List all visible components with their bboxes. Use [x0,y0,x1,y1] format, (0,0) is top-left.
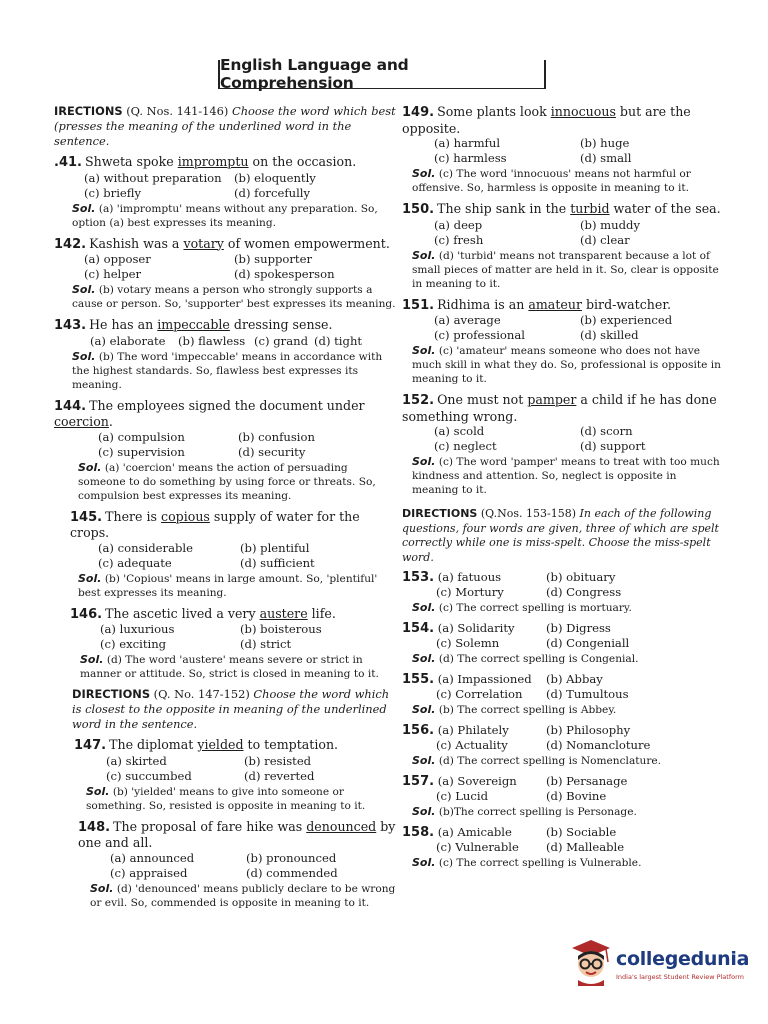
option-c: (c) Lucid [436,789,489,803]
option-c: (c) professional [434,328,525,342]
question-stem [402,392,724,424]
solution-label: Sol. [412,248,436,262]
option-a: (a) scold [434,424,485,438]
solution [402,856,724,870]
option-c: (c) Correlation [436,687,523,701]
underlined-word: austere [259,605,308,621]
option-b: (b) experienced [580,313,673,327]
left-column [54,104,396,916]
question-number: 157. [402,774,435,789]
option-a [402,570,546,585]
option-a-text: (a) fatuous [437,570,502,584]
question-stem [54,398,396,430]
solution-label: Sol. [412,754,436,767]
solution-text: (a) 'impromptu' means without any preparation. So, option (a) best expresses its meaning. [72,202,378,229]
question-155 [402,672,724,717]
solution [402,703,724,717]
solution [402,249,724,291]
option-a [402,825,546,840]
question-157 [402,774,724,819]
option-b: (b) eloquently [234,170,316,185]
option-b: (b) supporter [234,252,312,266]
solution [402,754,724,768]
spelling-options [402,723,724,753]
question-142 [54,236,396,312]
option-d: (d) strict [240,637,292,651]
solution-text: (b) The word 'impeccable' means in accordance with the highest standards. So, flawless best expresses its meaning. [72,350,383,391]
option-d: (d) Bovine [546,789,607,803]
option-a [402,672,546,687]
option-c: (c) supervision [98,444,185,459]
solution [402,167,724,195]
solution [402,805,724,819]
question-number: 156. [402,723,435,738]
options [402,313,724,343]
solution-text: (c) The word 'pamper' means to treat with too much kindness and attention. So, neglect is opposite in meaning to it. [412,456,720,496]
options [54,622,396,652]
solution-text: (d) The correct spelling is Congenial. [438,653,639,665]
options [402,218,724,248]
right-column [402,104,724,876]
question-number: .41. [54,155,82,170]
question-number: 142. [54,236,87,252]
option-d: (d) clear [580,232,630,247]
option-b: (b) boisterous [240,622,322,636]
stem-text: He has an [89,317,158,332]
option-c: (c) neglect [434,439,497,453]
option-d: (d) forcefully [234,185,311,200]
question-stem [54,606,396,623]
solution-label: Sol. [412,703,436,716]
options [402,136,724,166]
question-145 [54,509,396,600]
underlined-word: copious [161,508,210,524]
solution-label: Sol. [412,167,436,180]
stem-text: . [108,414,113,429]
solution-text: (b) 'Copious' means in large amount. So, 'plentiful' best expresses its meaning. [78,572,378,599]
stem-text: Ridhima is an [437,296,529,312]
collegedunia-logo [568,936,748,992]
option-a: (a) harmful [434,136,501,150]
option-a-text: (a) Amicable [437,825,512,839]
option-a: (a) skirted [106,753,167,768]
option-c: (c) exciting [100,637,167,651]
question-stem [54,317,396,334]
option-b: (b) resisted [244,753,312,768]
question-stem [54,509,396,541]
option-d: (d) security [238,444,306,459]
underlined-word: pamper [527,392,577,407]
question-146 [54,606,396,682]
solution-text: (d) The correct spelling is Nomenclature. [438,755,662,767]
option-c: (c) helper [84,267,142,281]
option-d: (d) tight [314,333,363,348]
option-b: (b) obituary [546,570,616,584]
directions-label: IRECTIONS [54,104,123,118]
question-number: 147. [74,738,107,753]
solution-label: Sol. [86,784,110,798]
question-stem [54,737,396,754]
option-a [402,774,546,789]
solution-label: Sol. [72,349,96,363]
underlined-word: turbid [570,201,610,216]
option-c: (c) Vulnerable [436,840,519,854]
question-147 [54,737,396,813]
options [54,171,396,201]
question-143 [54,317,396,392]
solution [402,652,724,666]
directions-ref: (Q. No. 147-152) [153,687,250,701]
stem-text: Some plants look [437,104,551,119]
solution-label: Sol. [72,201,96,215]
solution-text: (d) 'denounced' means publicly declare to be wrong or evil. So, commended is opposite in meaning to it. [90,882,396,909]
stem-text: water of the sea. [609,201,721,216]
stem-text: bird-watcher. [581,296,672,312]
directions-label: DIRECTIONS [72,687,151,701]
spelling-options [402,570,724,600]
directions-label: DIRECTIONS [402,507,478,520]
option-b: (b) plentiful [240,540,310,555]
underlined-word: impromptu [177,154,249,169]
spelling-options [402,621,724,651]
option-d: (d) support [580,439,646,453]
page-title: English Language and Comprehension [220,56,409,92]
solution [402,344,724,386]
stem-text: The diplomat [109,737,198,752]
solution-label: Sol. [412,601,436,614]
options [402,424,724,454]
stem-text: a child if he has done something wrong. [402,392,717,424]
solution-text: (d) 'turbid' means not transparent because a lot of small pieces of matter are held in it. So, clear is opposite in meaning to it. [412,249,719,290]
option-d: (d) reverted [244,768,315,783]
solution-label: Sol. [78,460,102,474]
question-stem [402,201,724,218]
option-a [402,723,546,738]
option-a [402,621,546,636]
option-a: (a) elaborate [90,333,166,348]
directions-ref: (Q.Nos. 153-158) [480,507,577,520]
solution [54,461,396,503]
option-c: (c) Mortury [436,585,504,599]
stem-text: on the occasion. [248,154,357,169]
question-number: 154. [402,621,435,636]
option-c: (c) appraised [110,865,188,880]
option-d: (d) Congeniall [546,636,630,650]
option-b: (b) Abbay [546,672,603,686]
option-b: (b) Persanage [546,774,628,788]
option-a-text: (a) Solidarity [437,621,515,635]
directions-text: Choose the word which best (presses the meaning of the underlined word in the sentence. [54,104,396,148]
directions-text: In each of the following questions, four words are given, three of which are spelt correctly while one is miss-spelt. Choose the miss-spelt word. [402,507,719,564]
question-stem [402,297,724,314]
solution-label: Sol. [412,856,436,869]
solution-label: Sol. [90,881,114,895]
underlined-word: amateur [528,296,582,312]
stem-text: There is [105,508,162,524]
option-b: (b) Philosophy [546,723,631,737]
option-a-text: (a) Sovereign [437,774,517,788]
question-stem [54,236,396,253]
question-number: 148. [78,819,111,835]
underlined-word: yielded [197,737,244,752]
spelling-options [402,825,724,855]
solution-text: (b) votary means a person who strongly supports a cause or person. So, 'supporter' best expresses its meaning. [72,284,396,310]
option-d: (d) spokesperson [234,267,335,281]
option-a: (a) announced [110,850,195,865]
question-141 [54,154,396,230]
brand-name: collegedunia [616,948,750,970]
solution-text: (c) The word 'innocuous' means not harmful or offensive. So, harmless is opposite in meaning to it. [412,168,691,194]
question-150 [402,201,724,291]
stem-text: The employees signed the document under [89,397,365,413]
option-d: (d) Nomancloture [546,738,651,752]
solution [54,350,396,392]
stem-text: The ascetic lived a very [105,605,260,621]
solution [54,202,396,230]
option-c: (c) adequate [98,555,172,570]
solution-label: Sol. [72,283,96,296]
solution-text: (c) 'amateur' means someone who does not have much skill in what they do. So, professional is opposite in meaning to it. [412,345,721,385]
solution-text: (b) The correct spelling is Abbey. [438,704,617,716]
stem-text: life. [307,605,336,621]
option-d: (d) Tumultous [546,687,629,701]
stem-text: Shweta spoke [84,154,178,169]
solution [402,455,724,497]
spelling-options [402,672,724,702]
option-c: (c) grand [254,333,308,348]
solution [54,572,396,600]
option-c: (c) succumbed [106,768,192,783]
underlined-word: votary [183,235,224,251]
option-a: (a) deep [434,217,483,232]
solution-label: Sol. [412,455,436,468]
solution [54,653,396,681]
option-c: (c) fresh [434,232,484,247]
option-b: (d) scorn [580,424,633,438]
stem-text: of women empowerment. [223,235,390,251]
option-c: (c) Solemn [436,636,500,650]
question-stem [54,819,396,851]
question-152 [402,392,724,497]
solution-text: (b)The correct spelling is Personage. [438,806,637,818]
question-153 [402,570,724,615]
question-number: 150. [402,202,435,217]
stem-text: by one and all. [78,818,396,850]
option-a: (a) average [434,313,501,327]
option-d: (d) commended [246,865,338,880]
underlined-word: impeccable [157,317,230,332]
directions-153-158 [402,507,724,565]
question-149 [402,104,724,195]
solution [54,882,396,910]
option-a: (a) considerable [98,540,193,555]
option-a-text: (a) Impassioned [437,672,532,686]
option-c: (c) briefly [84,185,142,200]
option-b: (b) confusion [238,429,315,444]
options [54,334,396,349]
stem-text: Kashish was a [89,235,184,251]
solution [54,283,396,311]
stem-text: The proposal of fare hike was [113,818,307,834]
directions-147-152 [54,687,396,732]
solution-text: (d) The word 'austere' means severe or strict in manner or attitude. So, strict is closed in meaning to it. [80,654,379,680]
option-d: (d) Congress [546,585,622,599]
option-b: (b) huge [580,136,630,150]
stem-text: to temptation. [243,737,339,752]
option-d: (d) skilled [580,328,639,342]
question-stem [402,104,724,136]
question-number: 146. [70,606,103,622]
question-148 [54,819,396,910]
question-number: 153. [402,570,435,585]
options [54,430,396,460]
solution-label: Sol. [78,571,102,585]
spelling-options [402,774,724,804]
directions-141-146 [54,104,396,149]
option-d: (d) Malleable [546,840,625,854]
option-a: (a) luxurious [100,622,175,636]
page-title-box [218,56,546,92]
option-d: (d) small [580,151,632,165]
option-c: (c) harmless [434,151,507,165]
options [54,851,396,881]
solution-label: Sol. [80,653,104,666]
solution [402,601,724,615]
question-stem [54,154,396,171]
question-number: 155. [402,672,435,687]
question-number: 144. [54,398,87,414]
question-151 [402,297,724,387]
stem-text: but are the opposite. [402,104,691,136]
question-number: 152. [402,393,435,408]
options [54,541,396,571]
question-number: 143. [54,318,87,333]
solution [54,785,396,813]
option-b: (b) Digress [546,621,611,635]
question-158 [402,825,724,870]
option-b: (b) muddy [580,217,641,232]
mascot-icon [568,936,614,986]
solution-text: (b) 'yielded' means to give into someone or something. So, resisted is opposite in meaning to it. [86,785,366,812]
question-number: 145. [70,509,103,525]
option-a-text: (a) Philately [437,723,509,737]
option-c: (c) Actuality [436,738,508,752]
underlined-word: coercion [54,414,109,429]
option-b: (b) pronounced [246,850,337,865]
solution-label: Sol. [412,652,436,665]
options [54,252,396,282]
option-a: (a) opposer [84,252,151,266]
options [54,754,396,784]
stem-text: The ship sank in the [437,201,571,216]
solution-label: Sol. [412,805,436,818]
option-a: (a) compulsion [98,429,185,444]
stem-text: One must not [437,392,528,407]
question-number: 149. [402,105,435,120]
option-a: (a) without preparation [84,170,222,185]
directions-ref: (Q. Nos. 141-146) [126,104,229,118]
question-144 [54,398,396,503]
question-number: 158. [402,825,435,840]
option-d: (d) sufficient [240,555,315,570]
solution-label: Sol. [412,344,436,357]
option-b: (b) flawless [178,333,246,348]
solution-text: (c) The correct spelling is mortuary. [438,602,632,614]
stem-text: dressing sense. [229,317,333,332]
stem-text: supply of water for the crops. [70,508,360,540]
question-number: 151. [402,297,435,313]
solution-text: (c) The correct spelling is Vulnerable. [438,857,642,869]
underlined-word: innocuous [550,104,616,119]
option-b: (b) Sociable [546,825,617,839]
directions-text: Choose the word which is closest to the opposite in meaning of the underlined word in the sentence. [72,687,390,731]
underlined-word: denounced [306,818,377,834]
solution-text: (a) 'coercion' means the action of persuading someone to do something by using force or threats. So, compulsion best expresses its meaning. [78,461,376,502]
brand-tagline: India's largest Student Review Platform [616,973,744,981]
question-156 [402,723,724,768]
question-154 [402,621,724,666]
